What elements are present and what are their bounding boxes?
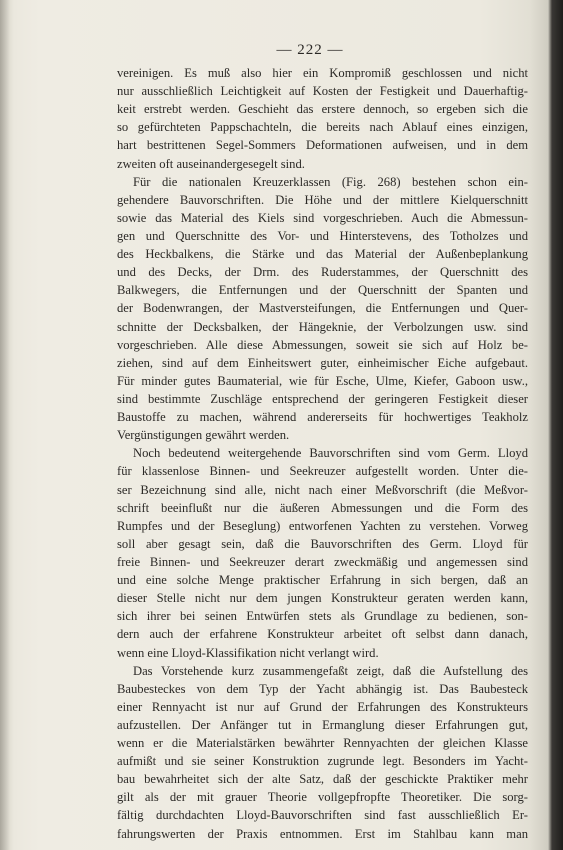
text-line: Vergünstigungen gewährt werden. (117, 428, 290, 443)
text-line: dern auch der erfahrene Konstrukteur arbeitet oft selbst dann danach, (117, 627, 528, 642)
text-line: wenn eine Lloyd-Klassifikation nicht verlangt wird. (117, 645, 379, 660)
text-line: der Bodenwrangen, der Mastversteifungen, die Entfernungen und Quer- (117, 301, 528, 316)
text-line: Noch bedeutend weitergehende Bauvorschriften sind vom Germ. Lloyd (133, 446, 528, 461)
text-line: keit erstrebt werden. Geschieht das erstere dennoch, so ergeben sich die (117, 102, 528, 117)
text-line: soll aber gesagt sein, daß die Bauvorschriften des Germ. Lloyd für (117, 536, 528, 551)
text-line: so gefürchteten Pappschachteln, die bereits nach Ablauf eines einzigen, (117, 120, 528, 135)
text-line: ser Bezeichnung sind alle, nicht nach einer Meßvorschrift (die Meßvor- (117, 482, 528, 497)
text-line: des Heckbalkens, die Stärke und das Material der Außenbeplankung (117, 247, 528, 262)
text-line: sich ihrer bei seinen Entwürfen stets als Grundlage zu bedienen, son- (117, 609, 528, 624)
text-line: vereinigen. Es muß also hier ein Kompromiß geschlossen und nicht (117, 66, 528, 80)
text-line: vorgeschrieben. Alle diese Abmessungen, soweit sie sich auf Holz be- (117, 337, 528, 352)
page-number: — 222 — (276, 42, 344, 58)
text-line: sowie das Material des Kiels sind vorgeschrieben. Auch die Abmessun- (117, 210, 528, 225)
text-line: aufmißt und sie seiner Konstruktion zugrunde legt. Besonders im Yacht- (117, 754, 528, 769)
text-line: einer Rennyacht ist nur auf Grund der Erfahrungen des Konstrukteurs (117, 699, 528, 714)
text-line: freie Binnen- und Seekreuzer derart zweckmäßig und angemessen sind (117, 554, 528, 569)
text-line: gilt als der mit grauer Theorie vollgepfropfte Theoretiker. Die sorg- (117, 790, 528, 805)
text-line: und eine solche Menge praktischer Erfahrung in sich bergen, daß an (117, 573, 528, 588)
text-line: gen und Querschnitte des Vor- und Hinterstevens, des Totholzes und (117, 228, 528, 243)
text-line: dieser Stelle nicht nur dem jungen Konstrukteur geraten werden kann, (117, 591, 528, 606)
text-line: aufzustellen. Der Anfänger tut in Ermanglung dieser Erfahrungen gut, (117, 717, 528, 732)
text-line: gehendere Bauvorschriften. Die Höhe und der mittlere Kielquerschnitt (117, 192, 528, 207)
text-line: hart bestrittenen Segel-Sommers Deformationen aufweisen, und in dem (117, 138, 528, 153)
text-line: Rumpfes und der Beseglung) entworfenen Yachten zu verstehen. Vorweg (117, 518, 528, 533)
text-line: sind bestimmte Zuschläge entsprechend der geringeren Festigkeit dieser (117, 391, 528, 406)
text-line: Baubesteckes von dem Typ der Yacht abhängig ist. Das Baubesteck (117, 681, 528, 696)
text-line: fältig durchdachten Lloyd-Bauvorschriften sind fast ausschließlich Er- (117, 808, 528, 823)
body-text (117, 64, 528, 843)
text-line: schnitte der Decksbalken, der Hängeknie, der Verbolzungen usw. sind (117, 319, 528, 334)
text-line: nur ausschließlich Leichtigkeit auf Kosten der Festigkeit und Dauerhaftig- (117, 84, 528, 99)
text-line: und des Decks, der Drm. des Ruderstammes, der Querschnitt des (117, 265, 528, 280)
text-line: ziehen, sind auf dem Einheitswert guter, einheimischer Eiche aufgebaut. (117, 355, 528, 370)
text-line: für klassenlose Binnen- und Seekreuzer aufgestellt worden. Unter die- (117, 464, 528, 479)
text-line: Balkwegers, die Entfernungen und der Querschnitt der Spanten und (117, 283, 528, 298)
text-line: Für die nationalen Kreuzerklassen (Fig. 268) bestehen schon ein- (133, 174, 528, 189)
text-line: schrift beeinflußt nur die äußeren Abmessungen und die Form des (117, 500, 528, 515)
text-line: Für minder gutes Baumaterial, wie für Esche, Ulme, Kiefer, Gaboon usw., (117, 373, 528, 388)
text-line: Baustoffe zu machen, während andererseits für hochwertiges Teakholz (117, 410, 528, 425)
text-line: Das Vorstehende kurz zusammengefaßt zeigt, daß die Aufstellung des (133, 663, 528, 678)
text-line: zweiten oft auseinandergesegelt sind. (117, 156, 305, 171)
binding-shadow (0, 0, 10, 850)
text-line: fahrungswerten der Praxis entnommen. Erst im Stahlbau kann man (117, 826, 528, 841)
text-line: wenn er die Materialstärken bewährter Rennyachten der gleichen Klasse (117, 736, 528, 751)
text-line: bau bewahrheitet sich der alte Satz, daß der geschickte Praktiker mehr (117, 772, 528, 787)
